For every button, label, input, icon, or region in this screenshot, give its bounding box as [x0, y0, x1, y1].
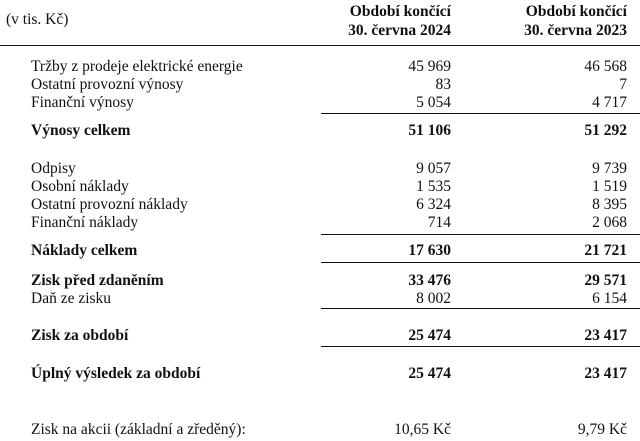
- value-2024: 714: [427, 214, 451, 231]
- value-2023: 9 739: [592, 160, 627, 177]
- value-2024: 5 054: [416, 94, 451, 111]
- row-label: Finanční náklady: [31, 214, 139, 231]
- value-2024: 25 474: [408, 365, 451, 382]
- unit-label: (v tis. Kč): [6, 11, 69, 28]
- value-2023: 29 571: [584, 272, 627, 289]
- row-label: Ostatní provozní náklady: [31, 196, 188, 213]
- value-2023: 21 721: [584, 242, 627, 259]
- col-header-2023-line2: 30. června 2023: [524, 22, 627, 39]
- value-2024: 51 106: [408, 122, 451, 139]
- value-2023: 1 519: [592, 178, 627, 195]
- col-header-2023-line1: Období končící: [525, 3, 627, 20]
- row-label: Odpisy: [31, 160, 76, 177]
- row-label: Výnosy celkem: [31, 122, 131, 139]
- value-2023: 2 068: [592, 214, 627, 231]
- row-label: Osobní náklady: [31, 178, 129, 195]
- row-label: Finanční výnosy: [31, 94, 134, 111]
- subtotal-rule: [321, 113, 640, 114]
- row-label: Ostatní provozní výnosy: [31, 76, 184, 93]
- subtotal-rule: [321, 308, 640, 309]
- value-2024: 83: [435, 76, 451, 93]
- value-2024: 25 474: [408, 327, 451, 344]
- row-label: Zisk před zdaněním: [31, 272, 164, 289]
- value-2023: 23 417: [584, 365, 627, 382]
- value-2023: 23 417: [584, 327, 627, 344]
- col-header-2024-line1: Období končící: [349, 3, 451, 20]
- value-2024: 33 476: [408, 272, 451, 289]
- value-2023: 8 395: [592, 196, 627, 213]
- value-2023: 9,79 Kč: [577, 421, 627, 438]
- value-2023: 51 292: [584, 122, 627, 139]
- row-label: Tržby z prodeje elektrické energie: [31, 58, 243, 75]
- header-rule: [0, 45, 640, 46]
- row-label: Zisk na akcii (základní a zředěný):: [31, 421, 246, 438]
- value-2024: 45 969: [408, 58, 451, 75]
- value-2024: 8 002: [416, 290, 451, 307]
- subtotal-rule: [321, 234, 640, 235]
- value-2023: 46 568: [584, 58, 627, 75]
- value-2024: 1 535: [416, 178, 451, 195]
- row-label: Náklady celkem: [31, 242, 138, 259]
- value-2024: 6 324: [416, 196, 451, 213]
- value-2023: 4 717: [592, 94, 627, 111]
- value-2024: 9 057: [416, 160, 451, 177]
- col-header-2024-line2: 30. června 2024: [348, 22, 451, 39]
- value-2023: 6 154: [592, 290, 627, 307]
- row-label: Zisk za období: [31, 327, 129, 344]
- value-2023: 7: [619, 76, 627, 93]
- value-2024: 17 630: [408, 242, 451, 259]
- subtotal-rule: [321, 346, 640, 347]
- row-label: Úplný výsledek za období: [31, 365, 201, 382]
- value-2024: 10,65 Kč: [394, 421, 451, 438]
- subtotal-rule: [321, 262, 640, 263]
- row-label: Daň ze zisku: [31, 290, 112, 307]
